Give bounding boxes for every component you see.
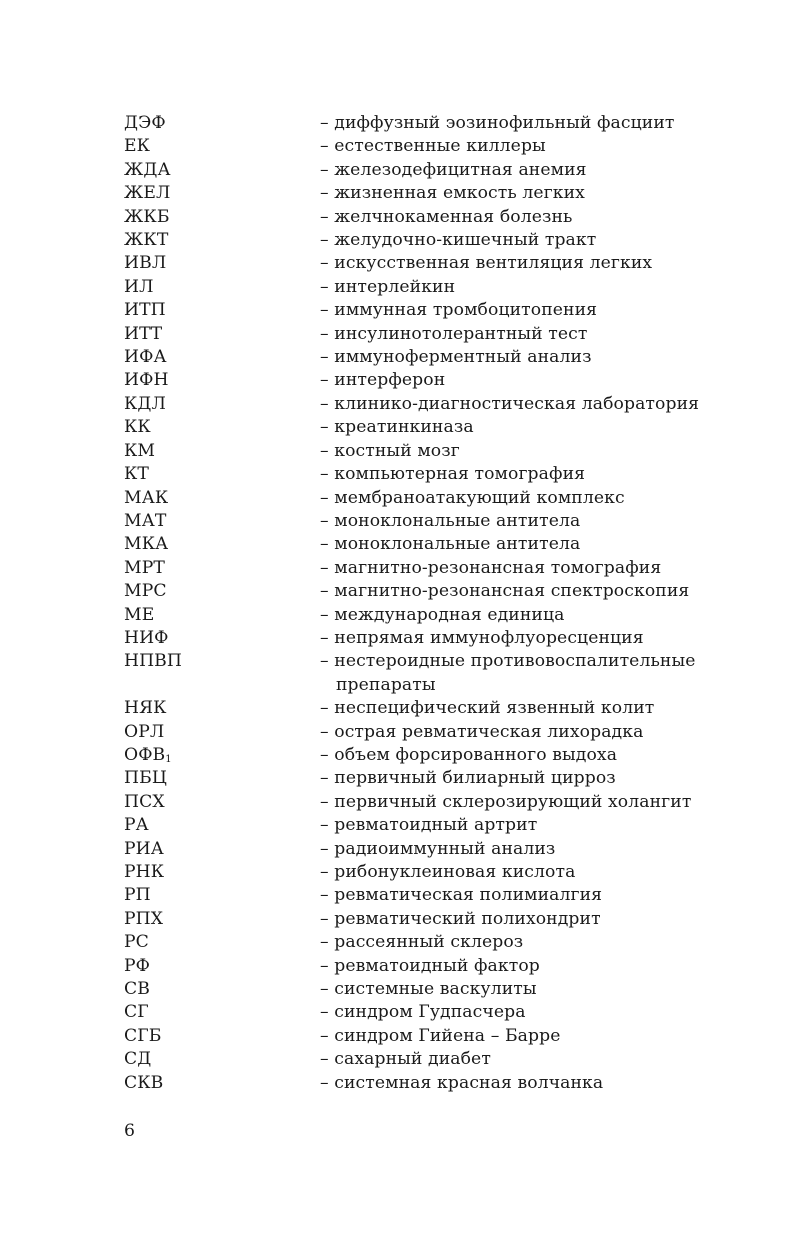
definition: – естественные киллеры — [320, 136, 546, 157]
list-item — [124, 767, 714, 790]
list-item — [124, 627, 714, 650]
definition: – сахарный диабет — [320, 1049, 491, 1070]
abbreviation: РП — [124, 885, 151, 906]
list-item — [124, 580, 714, 603]
definition-continuation: препараты — [336, 674, 436, 695]
list-item — [124, 861, 714, 884]
list-item — [124, 557, 714, 580]
definition: – железодефицитная анемия — [320, 159, 587, 180]
list-item — [124, 346, 714, 369]
list-item — [124, 159, 714, 182]
definition: – объем форсированного выдоха — [320, 744, 618, 765]
list-item — [124, 744, 714, 767]
abbreviation: ПСХ — [124, 791, 165, 812]
list-item — [124, 533, 714, 556]
abbreviation: ЖКБ — [124, 206, 170, 227]
definition: – ревматоидный фактор — [320, 955, 540, 976]
definition: – магнитно-резонансная томография — [320, 557, 662, 578]
definition: – креатинкиназа — [320, 417, 474, 438]
abbreviation: НПВП — [124, 651, 182, 672]
abbreviation: НИФ — [124, 627, 169, 648]
list-item — [124, 440, 714, 463]
definition: – диффузный эозинофильный фасциит — [320, 113, 675, 133]
abbreviation: МРС — [124, 581, 167, 602]
definition: – желудочно-кишечный тракт — [320, 230, 597, 251]
abbreviation: ЖДА — [124, 159, 171, 180]
list-item — [124, 463, 714, 486]
definition: – желчнокаменная болезнь — [320, 206, 573, 227]
list-item — [124, 1048, 714, 1071]
list-item — [124, 206, 714, 229]
list-item — [124, 884, 714, 907]
list-item — [124, 1072, 714, 1095]
list-item — [124, 323, 714, 346]
definition: – системная красная волчанка — [320, 1072, 604, 1093]
definition: – острая ревматическая лихорадка — [320, 721, 644, 742]
definition: – ревматический полихондрит — [320, 908, 601, 929]
definition: – синдром Гудпасчера — [320, 1002, 526, 1023]
abbreviation: ИТП — [124, 300, 166, 321]
definition: – системные васкулиты — [320, 979, 537, 1000]
definition: – интерлейкин — [320, 276, 456, 297]
list-item — [124, 182, 714, 205]
abbreviation: РФ — [124, 955, 151, 976]
abbreviation: НЯК — [124, 698, 167, 719]
list-item — [124, 229, 714, 252]
list-item — [124, 369, 714, 392]
abbreviation: РА — [124, 815, 149, 836]
definition: – радиоиммунный анализ — [320, 838, 556, 859]
list-item — [124, 908, 714, 931]
abbreviation: МРТ — [124, 557, 165, 578]
definition: – компьютерная томография — [320, 464, 586, 485]
definition — [320, 650, 714, 697]
list-item — [124, 838, 714, 861]
list-item — [124, 814, 714, 837]
abbreviation: СВ — [124, 979, 150, 1000]
abbreviation: ЖКТ — [124, 230, 169, 251]
definition: – клинико-диагностическая лаборатория — [320, 393, 700, 414]
list-item — [124, 721, 714, 744]
abbreviation: СКВ — [124, 1072, 164, 1093]
list-item — [124, 1001, 714, 1024]
abbreviation: СД — [124, 1049, 152, 1070]
abbreviation: РС — [124, 932, 149, 953]
abbreviation: ДЭФ — [124, 113, 166, 133]
definition: – жизненная емкость легких — [320, 183, 585, 204]
definition: – международная единица — [320, 604, 565, 625]
abbreviation — [124, 744, 320, 767]
definition: – первичный склерозирующий холангит — [320, 791, 692, 812]
abbreviation: МАК — [124, 487, 169, 508]
list-item — [124, 112, 714, 135]
list-item — [124, 299, 714, 322]
list-item — [124, 135, 714, 158]
definition: – магнитно-резонансная спектроскопия — [320, 581, 690, 602]
definition: – искусственная вентиляция легких — [320, 253, 653, 274]
abbreviation: ЖЕЛ — [124, 183, 171, 204]
abbreviation: РИА — [124, 838, 164, 859]
list-item — [124, 252, 714, 275]
definition: – рибонуклеиновая кислота — [320, 862, 576, 882]
list-item — [124, 697, 714, 720]
list-item — [124, 393, 714, 416]
list-item — [124, 931, 714, 954]
definition: – моноклональные антитела — [320, 510, 581, 531]
abbreviation: ИЛ — [124, 276, 154, 297]
definition: – инсулинотолерантный тест — [320, 323, 588, 344]
abbreviation: КК — [124, 417, 151, 438]
definition: – моноклональные антитела — [320, 534, 581, 555]
abbreviation-list — [124, 112, 714, 1095]
definition: – синдром Гийена – Барре — [320, 1025, 561, 1046]
abbreviation: РПХ — [124, 908, 164, 929]
abbreviation: СГ — [124, 1002, 149, 1023]
definition: – иммунная тромбоцитопения — [320, 300, 598, 321]
list-item — [124, 416, 714, 439]
abbreviation: ЕК — [124, 136, 151, 157]
list-item — [124, 1025, 714, 1048]
abbreviation: КДЛ — [124, 393, 166, 414]
page-number: 6 — [124, 1121, 135, 1141]
abbreviation: КТ — [124, 464, 149, 485]
definition: – рассеянный склероз — [320, 932, 524, 953]
list-item — [124, 650, 714, 697]
abbreviation: ОРЛ — [124, 721, 165, 742]
abbreviation: МКА — [124, 534, 169, 555]
abbreviation: СГБ — [124, 1025, 162, 1046]
abbreviation: ИВЛ — [124, 253, 167, 274]
list-item — [124, 604, 714, 627]
abbreviation: МАТ — [124, 510, 167, 531]
definition: – ревматоидный артрит — [320, 815, 538, 836]
abbreviation: РНК — [124, 862, 165, 882]
definition: – мембраноатакующий комплекс — [320, 487, 625, 508]
definition: – интерферон — [320, 370, 446, 391]
abbreviation-subscript: 1 — [165, 753, 172, 765]
definition: – первичный билиарный цирроз — [320, 768, 616, 789]
definition-line: – нестероидные противовоспалительные — [320, 651, 696, 672]
abbreviation: КМ — [124, 440, 156, 461]
definition: – ревматическая полимиалгия — [320, 885, 603, 906]
list-item — [124, 955, 714, 978]
list-item — [124, 276, 714, 299]
definition: – непрямая иммунофлуоресценция — [320, 627, 644, 648]
definition: – неспецифический язвенный колит — [320, 698, 655, 719]
abbreviation: ПБЦ — [124, 768, 167, 789]
definition: – иммуноферментный анализ — [320, 347, 592, 368]
list-item — [124, 487, 714, 510]
abbreviation-text: ОФВ — [124, 744, 166, 765]
abbreviation: ИФН — [124, 370, 169, 391]
abbreviation: ИТТ — [124, 323, 163, 344]
list-item — [124, 510, 714, 533]
list-item — [124, 791, 714, 814]
abbreviation: МЕ — [124, 604, 155, 625]
abbreviation: ИФА — [124, 347, 167, 368]
list-item — [124, 978, 714, 1001]
definition: – костный мозг — [320, 440, 460, 461]
